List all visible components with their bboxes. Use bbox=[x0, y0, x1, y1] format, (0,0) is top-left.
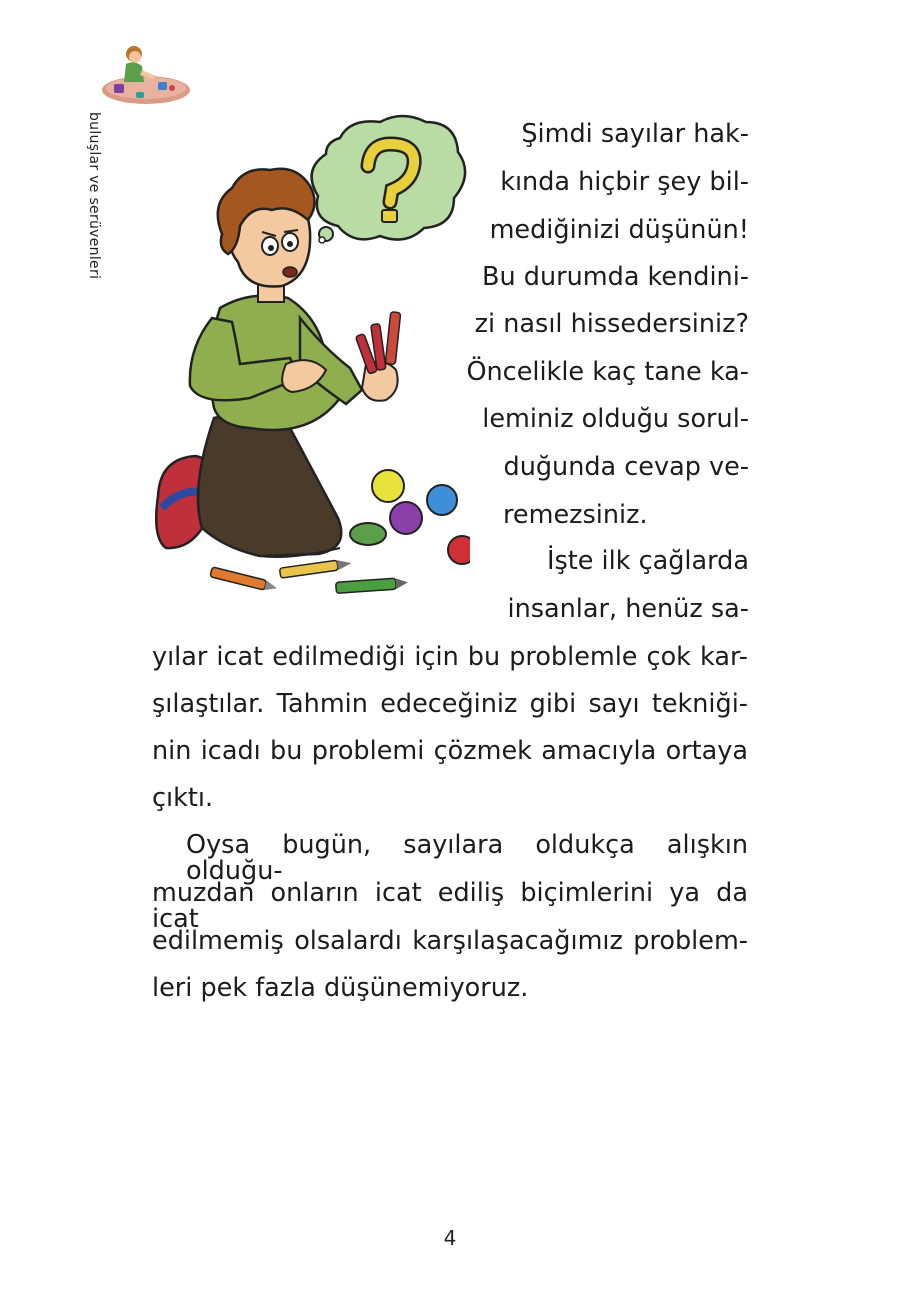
side-label: buluşlar ve serüvenleri bbox=[86, 112, 102, 280]
text-line: nin icadı bu problemi çözmek amacıyla ortaya bbox=[152, 736, 748, 766]
text-line: muzdan onların icat ediliş biçimlerini ya da icat bbox=[152, 878, 748, 934]
text-line: zi nasıl hissedersiniz? bbox=[474, 309, 749, 339]
text-line: edilmemiş olsalardı karşılaşacağımız problem- bbox=[152, 926, 748, 956]
confused-boy-with-crayons bbox=[140, 108, 470, 603]
text-line: Oysa bugün, sayılara oldukça alışkın olduğu- bbox=[186, 830, 748, 886]
text-line: yılar icat edilmediği için bu problemle çok kar- bbox=[152, 642, 748, 672]
text-line: kında hiçbir şey bil- bbox=[500, 167, 749, 197]
text-line: leminiz olduğu sorul- bbox=[482, 404, 749, 434]
child-playing-icon bbox=[96, 42, 190, 108]
text-line: insanlar, henüz sa- bbox=[507, 594, 749, 624]
thought-bubble bbox=[312, 116, 466, 243]
text-line: şılaştılar. Tahmin edeceğiniz gibi sayı tekniği- bbox=[152, 689, 748, 719]
text-line: mediğinizi düşünün! bbox=[489, 215, 749, 245]
text-line: Öncelikle kaç tane ka- bbox=[466, 357, 749, 387]
text-line: duğunda cevap ve- bbox=[503, 452, 749, 482]
text-line: Şimdi sayılar hak- bbox=[521, 119, 749, 149]
text-line: İşte ilk çağlarda bbox=[546, 546, 749, 576]
page-number: 4 bbox=[443, 1226, 457, 1250]
text-line: Bu durumda kendini- bbox=[482, 262, 749, 292]
text-line: remezsiniz. bbox=[503, 500, 648, 530]
text-line: leri pek fazla düşünemiyoruz. bbox=[152, 973, 529, 1003]
text-line: çıktı. bbox=[152, 783, 214, 813]
